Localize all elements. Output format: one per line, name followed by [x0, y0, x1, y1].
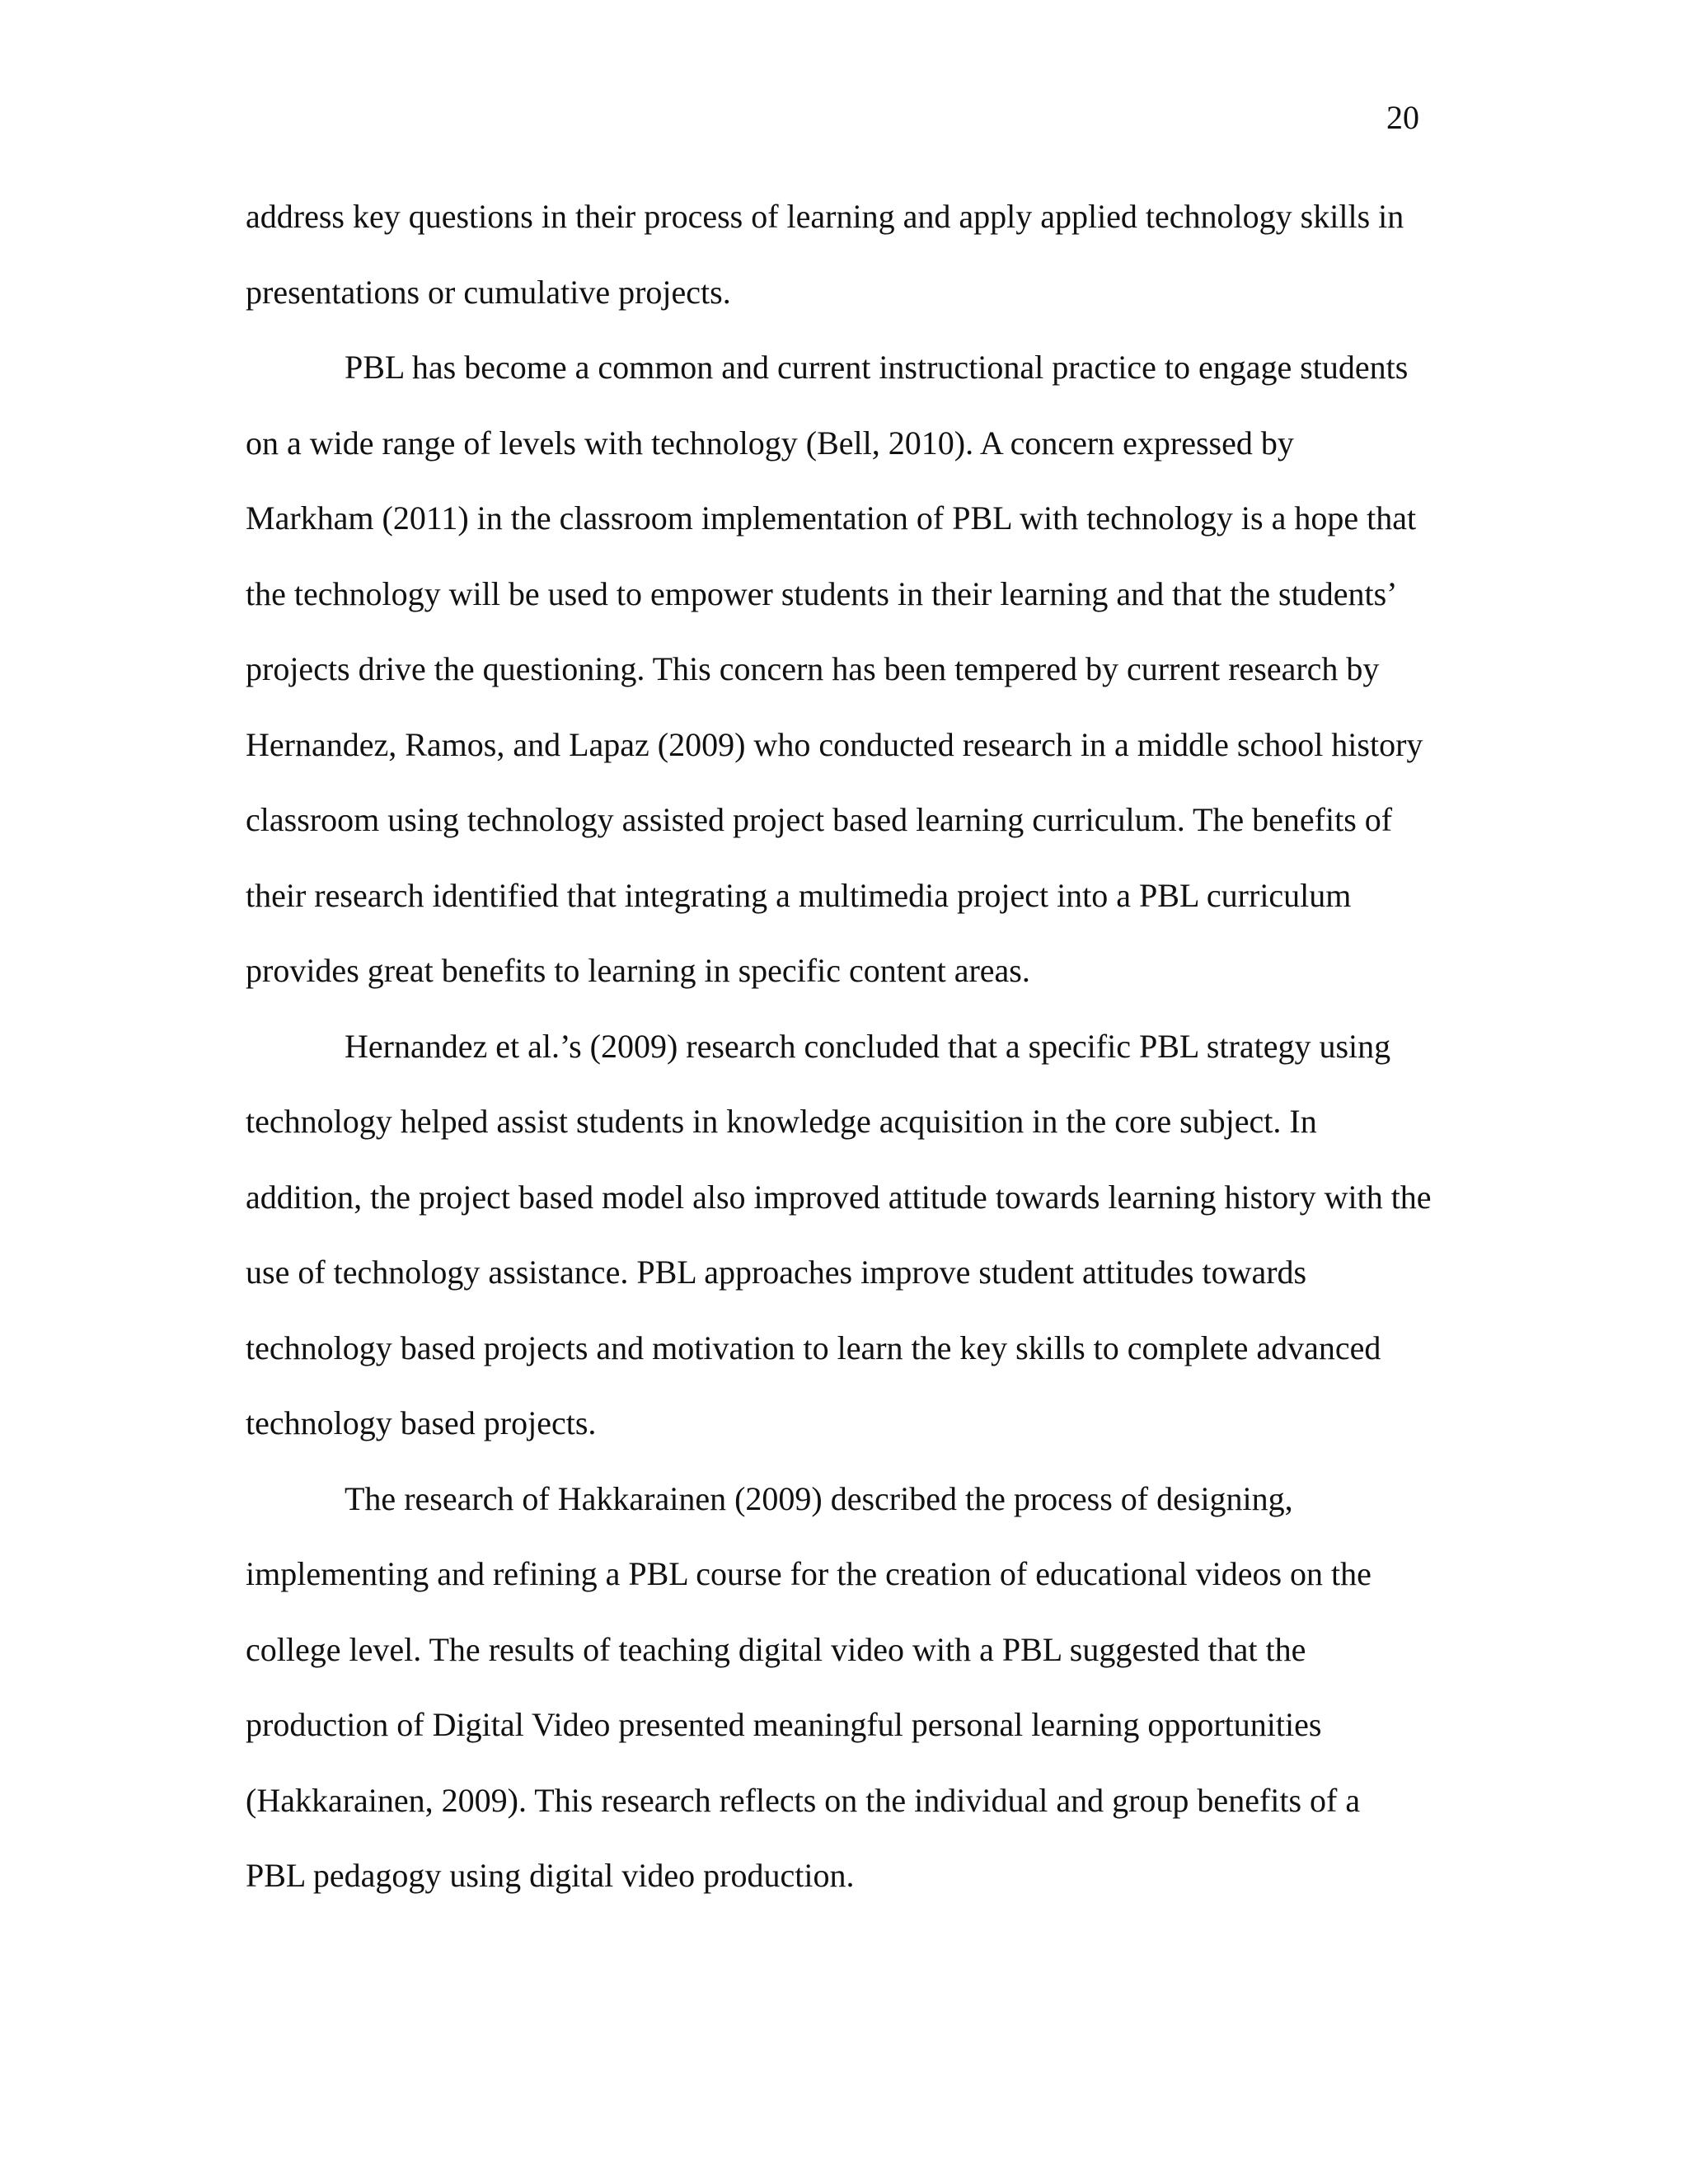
- text-line: technology helped assist students in knowledge acquisition in the core subject. In: [246, 1103, 1317, 1140]
- text-line: on a wide range of levels with technology (Bell, 2010). A concern expressed by: [246, 424, 1294, 462]
- text-line: technology based projects.: [246, 1404, 597, 1441]
- page-number: 20: [1386, 99, 1419, 136]
- paragraph-start-line: PBL has become a common and current instructional practice to engage students: [345, 349, 1409, 386]
- text-line: Markham (2011) in the classroom implementation of PBL with technology is a hope that: [246, 499, 1417, 537]
- text-line: use of technology assistance. PBL approaches improve student attitudes towards: [246, 1254, 1307, 1291]
- text-line: classroom using technology assisted project based learning curriculum. The benefits of: [246, 801, 1393, 838]
- body-text: [246, 191, 1449, 1926]
- text-line: (Hakkarainen, 2009). This research reflects on the individual and group benefits of a: [246, 1781, 1361, 1819]
- text-line: provides great benefits to learning in specific content areas.: [246, 952, 1030, 989]
- text-line: addition, the project based model also improved attitude towards learning history with the: [246, 1178, 1432, 1216]
- text-line: technology based projects and motivation to learn the key skills to complete advanced: [246, 1329, 1381, 1366]
- text-line: projects drive the questioning. This concern has been tempered by current research by: [246, 650, 1380, 687]
- text-line: implementing and refining a PBL course for the creation of educational videos on the: [246, 1555, 1372, 1592]
- text-line: address key questions in their process of learning and apply applied technology skills in: [246, 198, 1404, 235]
- paragraph-start-line: Hernandez et al.’s (2009) research concluded that a specific PBL strategy using: [345, 1027, 1391, 1065]
- paragraph-start-line: The research of Hakkarainen (2009) described the process of designing,: [345, 1479, 1293, 1517]
- text-line: Hernandez, Ramos, and Lapaz (2009) who conducted research in a middle school history: [246, 725, 1423, 763]
- text-line: presentations or cumulative projects.: [246, 273, 731, 311]
- text-line: production of Digital Video presented meaningful personal learning opportunities: [246, 1706, 1322, 1743]
- text-line: college level. The results of teaching digital video with a PBL suggested that the: [246, 1630, 1306, 1668]
- text-line: their research identified that integrating a multimedia project into a PBL curriculum: [246, 876, 1352, 914]
- text-line: the technology will be used to empower students in their learning and that the students’: [246, 574, 1398, 612]
- text-line: PBL pedagogy using digital video production.: [246, 1857, 855, 1894]
